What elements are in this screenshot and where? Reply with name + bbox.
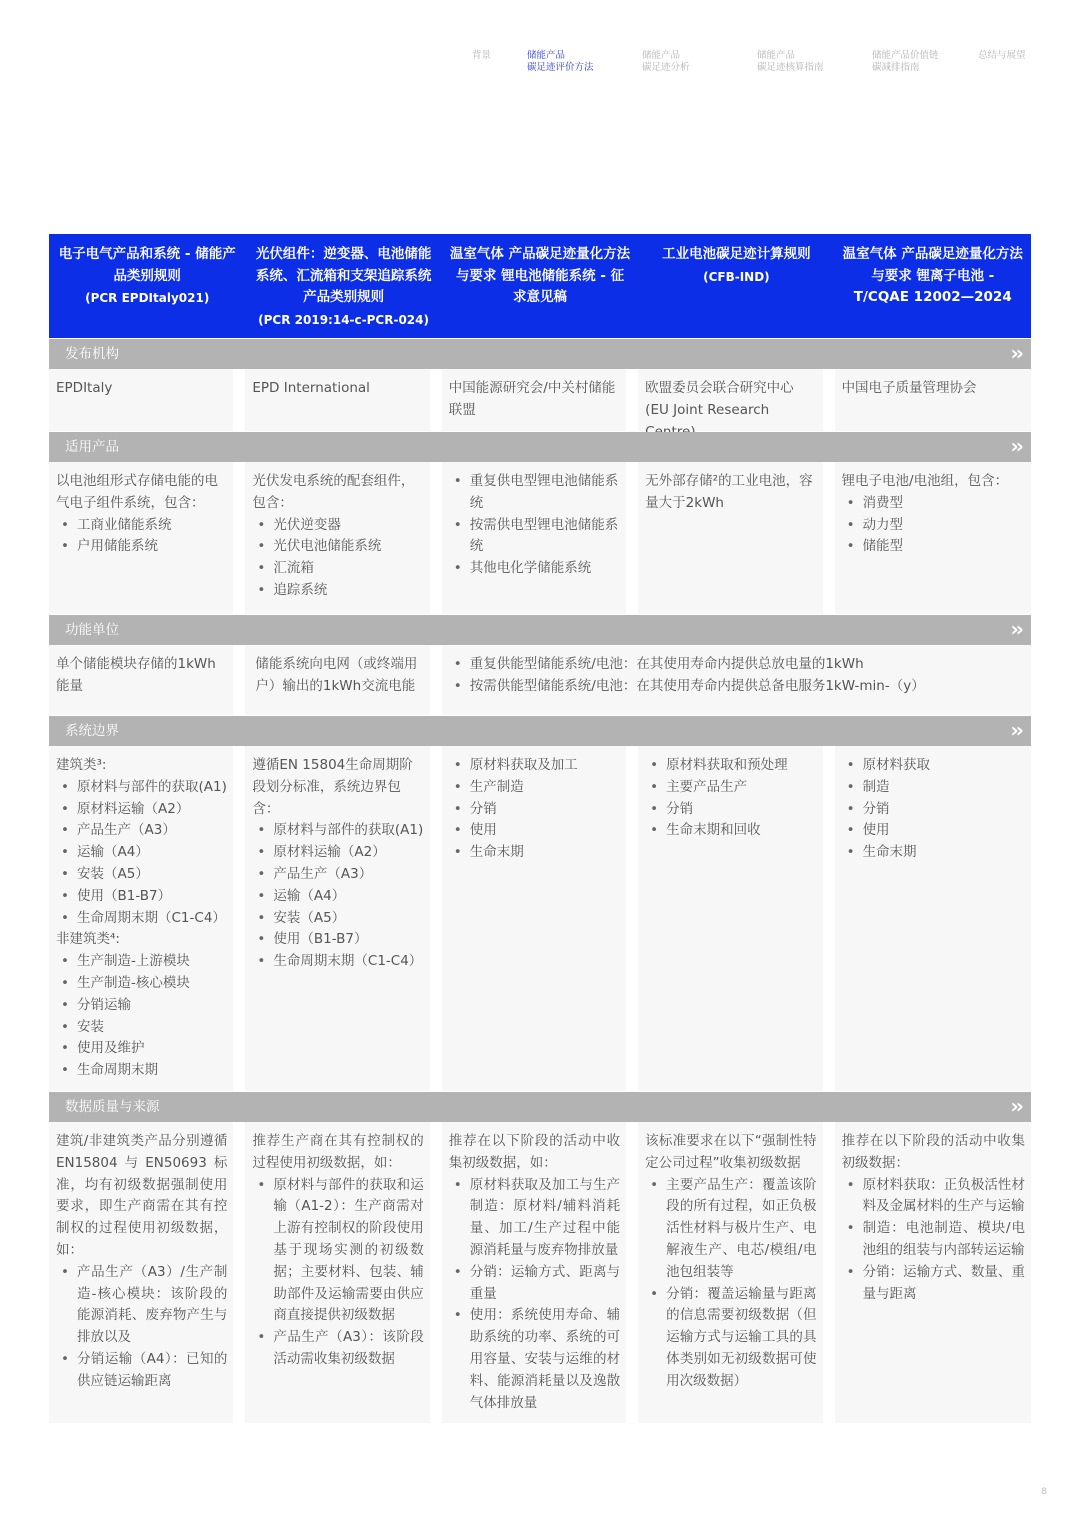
- cell-text: 该标准要求在以下“强制性特定公司过程”收集初级数据: [645, 1133, 817, 1171]
- table-cell: 单个储能模块存储的1kWh能量: [49, 645, 245, 715]
- list-item: • 产品生产（A3）：该阶段活动需收集初级数据: [252, 1327, 423, 1371]
- section-title: 数据质量与来源: [65, 1099, 160, 1115]
- double-chevron-right-icon[interactable]: ››: [1010, 341, 1021, 365]
- section-title: 适用产品: [65, 439, 119, 455]
- nav-accounting-guide[interactable]: 储能产品 碳足迹核算指南: [757, 50, 824, 73]
- list-item: • 产品生产（A3）/生产制造-核心模块：该阶段的能源消耗、废弃物产生与排放以及: [56, 1262, 227, 1349]
- list-item: • 制造: [842, 777, 1025, 799]
- table-header: [49, 234, 1031, 338]
- list-item: • 储能型: [842, 536, 1025, 558]
- section-bar-system-boundary: [49, 716, 1031, 746]
- table-cell: [442, 462, 638, 614]
- header-cell: 光伏组件：逆变器、电池储能系统、汇流箱和支架追踪系统 产品类别规则 (PCR 2019:14-c-PCR-024): [255, 246, 432, 327]
- table-cell: [442, 746, 638, 1091]
- list-item: • 制造：电池制造、模块/电池组的组装与内部转运运输: [842, 1218, 1025, 1262]
- double-chevron-right-icon[interactable]: ››: [1010, 1094, 1021, 1118]
- list-item: • 光伏逆变器: [252, 515, 423, 537]
- list-item: • 分销：运输方式、数量、重量与距离: [842, 1262, 1025, 1306]
- cell-text: 推荐在以下阶段的活动中收集初级数据，如：: [448, 1133, 621, 1171]
- list-item: • 重复供能型储能系统/电池：在其使用寿命内提供总放电量的1kWh: [449, 654, 1025, 676]
- double-chevron-right-icon[interactable]: ››: [1010, 718, 1021, 742]
- list-item: • 原材料运输（A2）: [56, 799, 227, 821]
- list-item: • 汇流箱: [252, 558, 423, 580]
- table-cell-merged: [442, 645, 1031, 715]
- list-item: • 生命末期: [842, 842, 1025, 864]
- table-cell: [835, 746, 1031, 1091]
- header-cell: 温室气体 产品碳足迹量化方法与要求 锂电池储能系统 - 征求意见稿: [449, 246, 631, 305]
- nav-summary[interactable]: 总结与展望: [978, 50, 1026, 61]
- list-item: • 按需供电型锂电池储能系统: [449, 515, 620, 559]
- list-item: • 产品生产（A3）: [56, 820, 227, 842]
- section-title: 系统边界: [65, 723, 119, 739]
- list-item: • 安装: [56, 1017, 227, 1039]
- double-chevron-right-icon[interactable]: ››: [1010, 617, 1021, 641]
- list-item: • 使用: [449, 820, 620, 842]
- list-item: • 运输（A4）: [252, 886, 423, 908]
- list-item: • 使用: [842, 820, 1025, 842]
- cell-text: 非建筑类⁴:: [56, 931, 120, 948]
- cell-text: 推荐在以下阶段的活动中收集初级数据：: [841, 1133, 1025, 1171]
- table-cell: [638, 1122, 834, 1423]
- top-navigation: [0, 50, 1080, 80]
- section-bar-publisher: [49, 339, 1031, 369]
- list-item: • 使用：系统使用寿命、辅助系统的功率、系统的可用容量、安装与运维的材料、能源消耗量以及逸散气体排放量: [449, 1305, 620, 1414]
- list-item: • 生命周期末期（C1-C4）: [56, 908, 227, 930]
- section-title: 发布机构: [65, 346, 119, 362]
- table-cell: [638, 746, 834, 1091]
- list-item: • 追踪系统: [252, 580, 423, 602]
- cell-text: 建筑类³:: [56, 757, 107, 773]
- table-cell: EPD International: [245, 369, 441, 431]
- list-item: • 原材料获取及加工与生产制造：原材料/辅料消耗量、加工/生产过程中能源消耗量与废弃物排放量: [449, 1175, 620, 1262]
- list-item: • 分销：运输方式、距离与重量: [449, 1262, 620, 1306]
- nav-background[interactable]: 背景: [472, 50, 492, 61]
- table-cell: [835, 462, 1031, 614]
- list-item: • 分销运输: [56, 995, 227, 1017]
- table-cell: [835, 1122, 1031, 1423]
- table-cell: [49, 1122, 245, 1423]
- table-cell: 欧盟委员会联合研究中心(EU Joint Research: [638, 369, 834, 431]
- list-item: • 生命周期末期: [56, 1060, 227, 1082]
- page-number: 8: [1041, 1487, 1047, 1497]
- list-item: • 运输（A4）: [56, 842, 227, 864]
- list-item: • 原材料获取: [842, 755, 1025, 777]
- table-cell: [245, 1122, 441, 1423]
- list-item: • 生产制造: [449, 777, 620, 799]
- header-cell: 电子电气产品和系统 - 储能产品类别规则 (PCR EPDItaly021): [58, 246, 236, 305]
- header-cell: 温室气体 产品碳足迹量化方法与要求 锂离子电池 - T/CQAE 12002—2024: [842, 246, 1023, 305]
- table-cell: 储能系统向电网（或终端用户）输出的1kWh交流电能: [245, 645, 441, 715]
- table-row: [49, 746, 1031, 1091]
- list-item: • 分销运输（A4）：已知的供应链运输距离: [56, 1349, 227, 1393]
- list-item: • 使用（B1-B7）: [56, 886, 227, 908]
- list-item: • 主要产品生产: [645, 777, 816, 799]
- header-cell: 工业电池碳足迹计算规则 (CFB-IND): [662, 246, 811, 284]
- table-cell: [442, 1122, 638, 1423]
- list-item: • 工商业储能系统: [56, 515, 227, 537]
- list-item: • 原材料获取：正负极活性材料及金属材料的生产与运输: [842, 1175, 1025, 1219]
- list-item: • 原材料与部件的获取(A1): [252, 820, 423, 842]
- table-cell: [245, 462, 441, 614]
- nav-footprint-analysis[interactable]: 储能产品 碳足迹分析: [642, 50, 690, 73]
- list-item: • 分销: [842, 799, 1025, 821]
- list-item: • 原材料运输（A2）: [252, 842, 423, 864]
- list-item: • 产品生产（A3）: [252, 864, 423, 886]
- table-row: [49, 1122, 1031, 1423]
- list-item: • 生命周期末期（C1-C4）: [252, 951, 423, 973]
- cell-text: 锂电子电池/电池组，包含：: [841, 473, 1009, 489]
- table-cell: [49, 462, 245, 614]
- nav-assessment-method[interactable]: 储能产品 碳足迹评价方法: [527, 50, 594, 73]
- cell-text: 建筑/非建筑类产品分别遵循EN15804与EN50693标准，均有初级数据强制使用要求，即生产商需在其有控制权的过程使用初级数据，如：: [56, 1133, 228, 1258]
- list-item: • 生命末期和回收: [645, 820, 816, 842]
- list-item: • 按需供能型储能系统/电池：在其使用寿命内提供总备电服务1kW-min-（y）: [449, 676, 1025, 698]
- list-item: • 原材料与部件的获取(A1): [56, 777, 227, 799]
- table-cell: [245, 746, 441, 1091]
- section-bar-products: [49, 432, 1031, 462]
- list-item: • 原材料与部件的获取和运输（A1-2）：生产商需对上游有控制权的阶段使用基于现场实测的初级数据；主要材料、包装、辅助部件及运输需要由供应商直接提供初级数据: [252, 1175, 423, 1328]
- cell-text: 推荐生产商在其有控制权的过程使用初级数据，如：: [252, 1133, 424, 1171]
- section-bar-data-quality: [49, 1092, 1031, 1122]
- table-row: [49, 369, 1031, 431]
- table-row: [49, 462, 1031, 614]
- double-chevron-right-icon[interactable]: ››: [1010, 434, 1021, 458]
- list-item: • 主要产品生产：覆盖该阶段的所有过程，如正负极活性材料与极片生产、电解液生产、电芯/模组/电池包组装等: [645, 1175, 816, 1284]
- list-item: • 原材料获取及加工: [449, 755, 620, 777]
- list-item: • 生命末期: [449, 842, 620, 864]
- table-row: [49, 645, 1031, 715]
- list-item: • 原材料获取和预处理: [645, 755, 816, 777]
- list-item: • 使用及维护: [56, 1038, 227, 1060]
- table-cell: [49, 746, 245, 1091]
- list-item: • 消费型: [842, 493, 1025, 515]
- list-item: • 生产制造-上游模块: [56, 951, 227, 973]
- standards-comparison-table: [49, 234, 1031, 1423]
- table-cell: EPDItaly: [49, 369, 245, 431]
- section-title: 功能单位: [65, 622, 119, 638]
- list-item: • 安装（A5）: [56, 864, 227, 886]
- cell-text: 以电池组形式存储电能的电气电子组件系统，包含：: [56, 473, 218, 511]
- list-item: • 其他电化学储能系统: [449, 558, 620, 580]
- section-bar-functional-unit: [49, 615, 1031, 645]
- table-cell: 中国能源研究会/中关村储能联盟: [442, 369, 638, 431]
- list-item: • 光伏电池储能系统: [252, 536, 423, 558]
- cell-text: 遵循EN 15804生命周期阶段划分标准，系统边界包含：: [252, 757, 413, 817]
- list-item: • 分销: [645, 799, 816, 821]
- table-cell: 中国电子质量管理协会: [835, 369, 1031, 431]
- nav-reduction-guide[interactable]: 储能产品价值链 碳减排指南: [872, 50, 939, 73]
- list-item: • 户用储能系统: [56, 536, 227, 558]
- list-item: • 分销: [449, 799, 620, 821]
- list-item: • 分销：覆盖运输量与距离的信息需要初级数据（但运输方式与运输工具的具体类别如无初级数据可使用次级数据）: [645, 1284, 816, 1393]
- cell-text: 光伏发电系统的配套组件，包含：: [252, 473, 415, 511]
- list-item: • 重复供电型锂电池储能系统: [449, 471, 620, 515]
- list-item: • 生产制造-核心模块: [56, 973, 227, 995]
- list-item: • 安装（A5）: [252, 908, 423, 930]
- list-item: • 动力型: [842, 515, 1025, 537]
- list-item: • 使用（B1-B7）: [252, 929, 423, 951]
- cell-text: 无外部存储²的工业电池，容量大于2kWh: [645, 473, 813, 511]
- table-cell: [638, 462, 834, 614]
